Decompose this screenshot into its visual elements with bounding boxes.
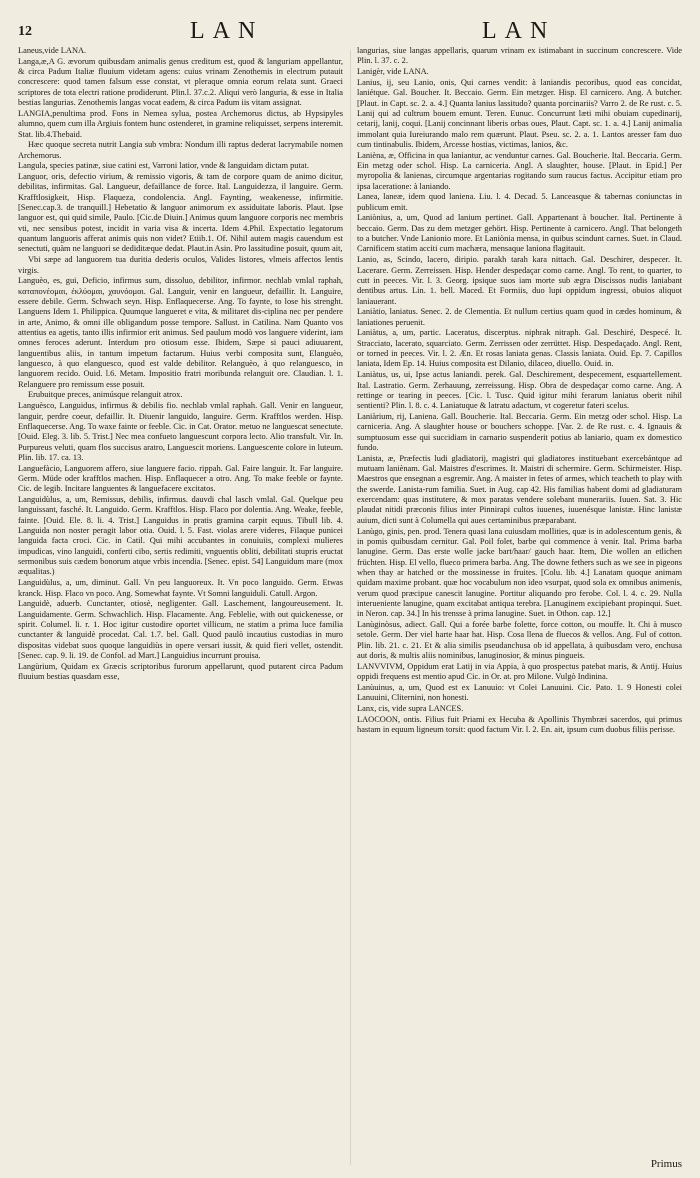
entry-languidulus: Languidùlus, a, um, diminut. Gall. Vn peu languoreux. It. Vn poco languido. Germ. Etwas kranck. Hisp. Flaco vn poco. Ang. Somewhat faynte. Vt Somni languiduli. Catull. Argon. — [18, 578, 343, 598]
entry-laocoon: LAOCOON, ontis. Filius fuit Priami ex Hecuba & Apollinis Thymbræi sacerdos, qui primus hastam in equum ligneum torsit: quod factum Vir. l. 2. En. ait, ipsum cum duobus filiis perisse. — [357, 714, 682, 734]
left-column — [18, 46, 343, 683]
entry-laniatio: Laniàtio, laniatus. Senec. 2. de Clementia. Et nullum certius quam quod in cædes hominum, & laniationes peruenit. — [357, 307, 682, 327]
entry-lanio: Lanio, as, Scindo, lacero, diripio. parakh tarah kara nittach. Gal. Deschirer, despecer. It. Lacerare. Germ. Zerreissen. Hisp. Hender despedaçar como carne. Angl. To rent, to quarter, to cutt in peeces. Vir. l. 3. Georg. ipsique suos iam morte sub ægra Discissos nudis laniabant dentibus artus. Lin. 1. bell. Maced. Et Formiis, duo lupi oppidum ingressi, obuios aliquot laniauerant. — [357, 255, 682, 306]
right-column — [357, 46, 682, 736]
running-head-right: LAN — [482, 18, 556, 44]
entry-lanista: Lanista, æ, Præfectis ludi gladiatorij, magistri qui gladiatores instituebant exercebántque ad mutuam laniènam. Gal. Maistres d'escrimes. It. Maistri di schermire. Germ. Schirmeister. Hisp. Maestros que ensegnan a esgremir. Ang. A maister in fetes of armes, which teacheth to play with the swerde. Lanista-rum familia. Suet. in Aug. cap 42. His familias habent domi ad gladiaturam exercendam: quas institutere, & mox paratas vendere solebant munerariis. Iuuen. Sat. 3. Hic plaudat nitidi præconis filius inter Pinnirapi cultos iuuenes, iuuenésque lanistæ. Hinc lanistæ auium, dicti sunt à Columella qui aues certaminibus præparabant. — [357, 453, 682, 525]
entry-lanx: Lanx, cis, vide supra LANCES. — [357, 703, 464, 713]
entry-langa: Langa,æ,A G. ævorum quibusdam animalis genus creditum est, quod & languriam appellantur, & circa Padum Italiæ fluuium videtam agens: cuius vrinam Zenothemis in electrum putauit concrescere: quod tamen falsum esse constat, vt pleraque omnia eorum relata sunt. Graeci scriptores de tota electri ratione prodiderunt. Plin.l. 37.c.2. Aliqui verò languria, & esse in Italia bestias langurias. Zenothemis langas vocat eadem, & circa Padum iis vitam assignat. — [18, 56, 343, 108]
entry-lanuuinus: Lanùuinus, a, um, Quod est ex Lanuuio: vt Colei Lanuuini. Cic. Pato. 1. 9 Honesti colei Lanuuini, Cliternini, non honesti. — [357, 682, 682, 703]
quote-claudian: Erubuitque preces, animúsque relanguit atrox. — [28, 390, 183, 400]
quote-statius: Hæc quoque secreta nutrit Langia sub vmbra: Nondum illi raptus dederat lacrymabile nomen Archemorus. — [18, 140, 343, 160]
entry-languefacio: Languefàcio, Languorem affero, siue languere facio. rippah. Gal. Faire languir. It. Far languire. Germ. Müde oder krafftlos machen. Hisp. Enflaquecer a otro. Ang. To make feeble or faynte. Cic. de legib. Incitare languentes & languefacere excitatos. — [18, 463, 343, 494]
catchword: Primus — [650, 1158, 682, 1170]
page-header — [0, 16, 700, 46]
entry-lanuuium: LANVVIVM, Oppidum erat Latij in via Appia, à quo prospectus patebat maris, & Antij. Huius oppidi frequens est mentio apud Cic. in Or. at. pro Milone. Vulgò Indinina. — [357, 661, 682, 682]
entry-laniatus-partic: Laniàtus, a, um, partic. Laceratus, discerptus. niphrak nitraph. Gal. Deschiré, Despecé. It. Stracciato, lacerato, squarciato. Germ. Zerrissen oder zerrüttet. Hisp. Despedaçado. Angl. Rent, or torned in peeces. Vir. l. 2. Æn. Et rosas laniata genas. Classis laniata. Ouid. Ep. 7. Capillos laniata, Idem Ep. 14. Huius composita est Dilanio, dilaceo, diuello. Ouid. in. — [357, 328, 682, 369]
entry-laniena: Lanièna, æ, Officina in qua laniantur, ac venduntur carnes. Gal. Boucherie. Ital. Beccaria. Germ. Ein metzg oder schol. Hisp. La carniceria. Angl. A slaughter, house. [Plaut. in Epid.] Per myropolia & lanienas, circumque argentarias rogitando sum raucus factus. Accipitur etiam pro ipsa laceratione: à laniando. — [357, 150, 682, 191]
entry-langueo: Languèo, es, gui, Deficio, infirmus sum, dissoluo, debilitor, infirmor. nechlab vmlal raphah, καταπονέομαι, ἐκλύομαι, χαυνόομαι. Gal. Languir, venir en langueur, defaillir. It. Languire, essere debile. Germ. Schwach seyn. Hisp. Enflaquecerse. Ang. To faynte, to lose his strenght. Languens Idem 1. Philippica. Quumque langueret e vita, & militaret dis-ciplina nec per pendere in arte, Animo, & omni ille obligandum posse tempore. Sallust. in Catilina. Nam Quanto vos attentius ea agetis, tanto illis infirmior erit animus. Sed paulum modò vos languere viderint, iam omnes feroces aderunt. Interdum pro otiosum esse. Ibidem, Sæpe si pauci adiuuarent, languentibus aliis, in tantum impetum factarum. Huius verbi composita sunt, Elanguèo, languesco, à quo elanguesco, quod est valde debilitor. Relanguèo, à quo relanguesco, in languorem recido. Ouid. l.6. Metam. Impositio fratri moribunda relanguit ore. Claudian. l. 1. Relanguere pro remissum esse posuit. — [18, 276, 343, 389]
entry-langula: Langula, species patinæ, siue catini est, Varroni latior, vnde & languidam dictam putat. — [18, 161, 309, 171]
entry-laneus: Laneus,vide LANA. — [18, 46, 87, 55]
entry-languidus: Languidùlus, a, um, Remissus, debilis, infirmus. dauvdi chal lasch vmlal. Gal. Quelque peu languissant, fasché. It. Languido. Germ. Krafftlos. Hisp. Flaco por dolentia. Ang. Weake, feeble, fainte. [Ouid. Ele. 8. li. 4. Trist.] Languidus in pratis gramina carpit equus. Tibull lib. 4. Languida non noster peragit labor otia. Ouid. l. 5. Fast. violas arere videres, Filaque punicei languida facta croci. Cic. in Catil. Qui mihi accubantes in conuiuiis, complexi mulieres impudicas, vino languidi, conferti cibo, sertis redimiti, vnguentis obliti, debilitati stupris eructat sermonibus suis cædem bonorum atque vrbis incendia. [Senec. epist. 54] Languidum mare (mox æqualitas.) — [18, 495, 343, 577]
entry-laniarium: Laniàrium, rij, Laniena. Gall. Boucherie. Ital. Beccaria. Germ. Ein metzg oder schol. Hisp. La carniceria. Ang. A slaughter house or bouchers schoppe. [Var. 2. de Re rust. c. 4. Ignauis & sumptuosum esse qui succidiam in carnario suspenderit potius ab laniario, quam ex domestico fundo. — [357, 411, 682, 452]
page-number: 12 — [18, 24, 32, 39]
entry-languesco: Languèsco, Languidus, infirmus & debilis fio. nechlab vmlal raphah. Gall. Venir en langueur, languir, perdre coeur, defaillir. It. Diuenir languido, languire. Germ. Krafftlos werden. Hisp. Enflaquecerse. Ang. To waxe fainte or feeble. Cic. in Cat. Orator. metuo ne languescat senectute. [Ouid. Eleg. 3. lib. 5. Trist.] Nec mea confueto languescunt corpora lecto. Alio transfult. Vir. In. Purpureus veluti, quam flos succisus aratro, Languescit moriens. Languescente colore in luteum. Plin. lib. 17. ca. 13. — [18, 401, 343, 462]
entry-lanuginosus: Lanùginòsus, adiect. Gall. Qui a forée barbe folette, force cotton, ou mouffe. It. Chi à musco setole. Germ. Der viel harte haar hat. Hisp. Cosa llena de fluecos & vellos. Ang. Ful of cotton. Plin. lib. 21. c. 21. Et & alia similis pseudanchusa ob id appellata, à quibusdam vero, enchusa aut doris, & multis aliis nominibus, lanuginosior, & minus pingueis. — [357, 619, 682, 661]
entry-lanugo: Lanùgo, ginis, pen. prod. Tenera quasi lana cuiusdam mollities, quæ is in adolescentum genis, & in pomis quibusdam cernitur. Gal. Poil folet, barbe qui commence à venir. Ital. Prima barba lanugine. Germ. Das erste wolle jacke bart/haar/ gauch haar. Item, Die wollen an etlichen früchten. Hisp. El vello, flueco primera barba. Ang. The downe fethers such as we see in pigeons when thay ar hatched or the mossinesse in fruites. [Colu. lib. 4.] Lanatam quoque animam quidam maxime probant. quæ hoc vocabulum non ideo vsurpat, quod sola ex omnibus animenis, verum quod præcipue canescit lanugine. Portitur aliquando pro ferobe. Col. l. 4. c. 29. Nulla interueniente lanugine, quam excitabat antiqua terebra. [Lanuginem excipiebant propinqui. Suet. in Neron. cap. 34.] In his trensse à prima lanugine. Suet. in Othon. cap. 12.] — [357, 526, 682, 619]
entry-langurium: Langùrium, Quidam ex Græcis scriptoribus furorum appellarunt, quod putarent circa Padum fluuium bestias quasdam esse, — [18, 661, 343, 682]
entry-lanea: Lanea, laneæ, idem quod laniena. Liu. l. 4. Decad. 5. Lanceasque & tabernas coniunctas in publicum emit. — [357, 192, 682, 212]
entry-lanionius: Laniònius, a, um, Quod ad lanium pertinet. Gall. Appartenant à boucher. Ital. Pertinente à beccaio. Germ. Das zu dem metzger gehört. Hisp. Pertinente à carnicero. Angl. That belongeth to a butcher. Vnde Lanionio more. Et Laniònia mensa, in quibus scindunt carnes. Suet. in Claud. Carnificem statim acciti cum machæra, mensaque laniona flagitauit. — [357, 213, 682, 254]
entry-languide: Languidè, aduerb. Cunctanter, otiosè, negligenter. Gall. Laschement, langoureusement. It. Languidamente. Germ. Schwachlich. Hisp. Flacamente. Ang. Feblelie, with out quickenesse, or spirit. Columel. li. r. 1. Hoc igitur custodire oportet villicum, ne statim a prima luce familia cunctanter & languidè procedat. Cal. 1.7. bel. Gall. Quod paulò incautius custodias in muro dispositas videbat suos quoque languidiùs in opere versari iussit, & quid fieri vellet, ostendit. [Senec. cap. 9. li. 19. de Confol. ad Mart.] Languidius incurrunt prouisa. — [18, 599, 343, 661]
entry-laniatus-us: Laniàtus, us, ui, Ipse actus laniandi. perek. Gal. Deschirement, despecement, esquartellement. Ital. Lastratio. Germ. Zerhauung, zerreissung. Hisp. Obra de despedaçar como carne. Ang. A rettinge or tearing in peeces. [Cic. l. Tusc. Quid igitur mihi ferarum laniatus oberit nihil sentienti? Plin. l. 8. c. 4. Laniatuque & latratu adactum, vt cogeretur fateri scelus. — [357, 370, 682, 411]
entry-laniger: Lanigèr, vide LANA. — [357, 67, 429, 77]
quote-plautus: Vbi sæpe ad languorem tua duritia dederis oculos, Valides listores, vlmeis affectos lentis virgis. — [18, 255, 343, 275]
entry-langurium-cont: langurias, siue langas appellaris, quarum vrinam ex istimabant in succinum concrescere. Vide Plin. l. 37. c. 2. — [357, 46, 682, 66]
running-head-left: LAN — [190, 18, 264, 44]
entry-languor: Languor, oris, defectio virium, & remissio vigoris, & tam de corpore quam de animo dicitur, debilitas, infirmitas. Gal. Langueur, defaillance de force. Ital. Languidezza, il languire. Germ. Krafftlosigkeit, Hisp. Flaqueza, condolencia. Angl. Faynting, weakenesse, infirmitie. [Senec.cap.3. de tranquill.] Hebetatio & languor animorum ex assiduitate laboris. Plaut. Ipse languor est, qui quid simile, Paulo. [Cic.de Diuin.] Animus quum languore corporis nec membris vti, nec sensibus potest, incidit in varia visa & incerta. Idem 4.Phil. Expectatio legatorum quantum languoris afferat animis quis non videt? Etiib.1. Of. Nihil autem magis cauendum est senectuti, quàm ne languori se dediditæque dedat. Plaut.in Asin. Pro lassitudine posuit, quum ait, — [18, 172, 343, 254]
column-divider — [350, 50, 351, 1165]
entry-langia: LANGIA,penultima prod. Fons in Nemea sylua, postea Archemorus dictus, ab Hypsipyles alumno, quem cum illa Argiuis fontem hunc ostenderet, in gramine reliquisset, serpens interemit. Stat. lib.4.Thebaid. — [18, 108, 344, 139]
entry-lanius: Lanius, ij, seu Lanio, onis, Qui carnes vendit: à laniandis pecoribus, quod eas concidat, laniétque. Gal. Boucher. It. Beccaio. Germ. Ein metzger. Hisp. El carnicero. Ang. A butcher. [Plaut. in Capt. sc. 2. a. 4.] Quanta lanius lassitudo? quanta porcinariis? Varro 2. de Re rust. c. 5. Lanij qui ad cultrum bouem emunt. Teren. Eunuc. Concurrunt læti mihi obuiam cupedinarij, cetarij, lanij, coqui. [Lanij concinnant liberis orbas oues, Plaut. Capt. sc. 1. a. 4.] Lanij animalia immolant quia Iureiurando malo rem quærunt. Plaut. Pseu. sc. 2. a. 1. Lantos aresser fam duo cum tintinabulis. Ibidem, Arcesse hostias, victimas, lanios, &c. — [357, 77, 682, 149]
